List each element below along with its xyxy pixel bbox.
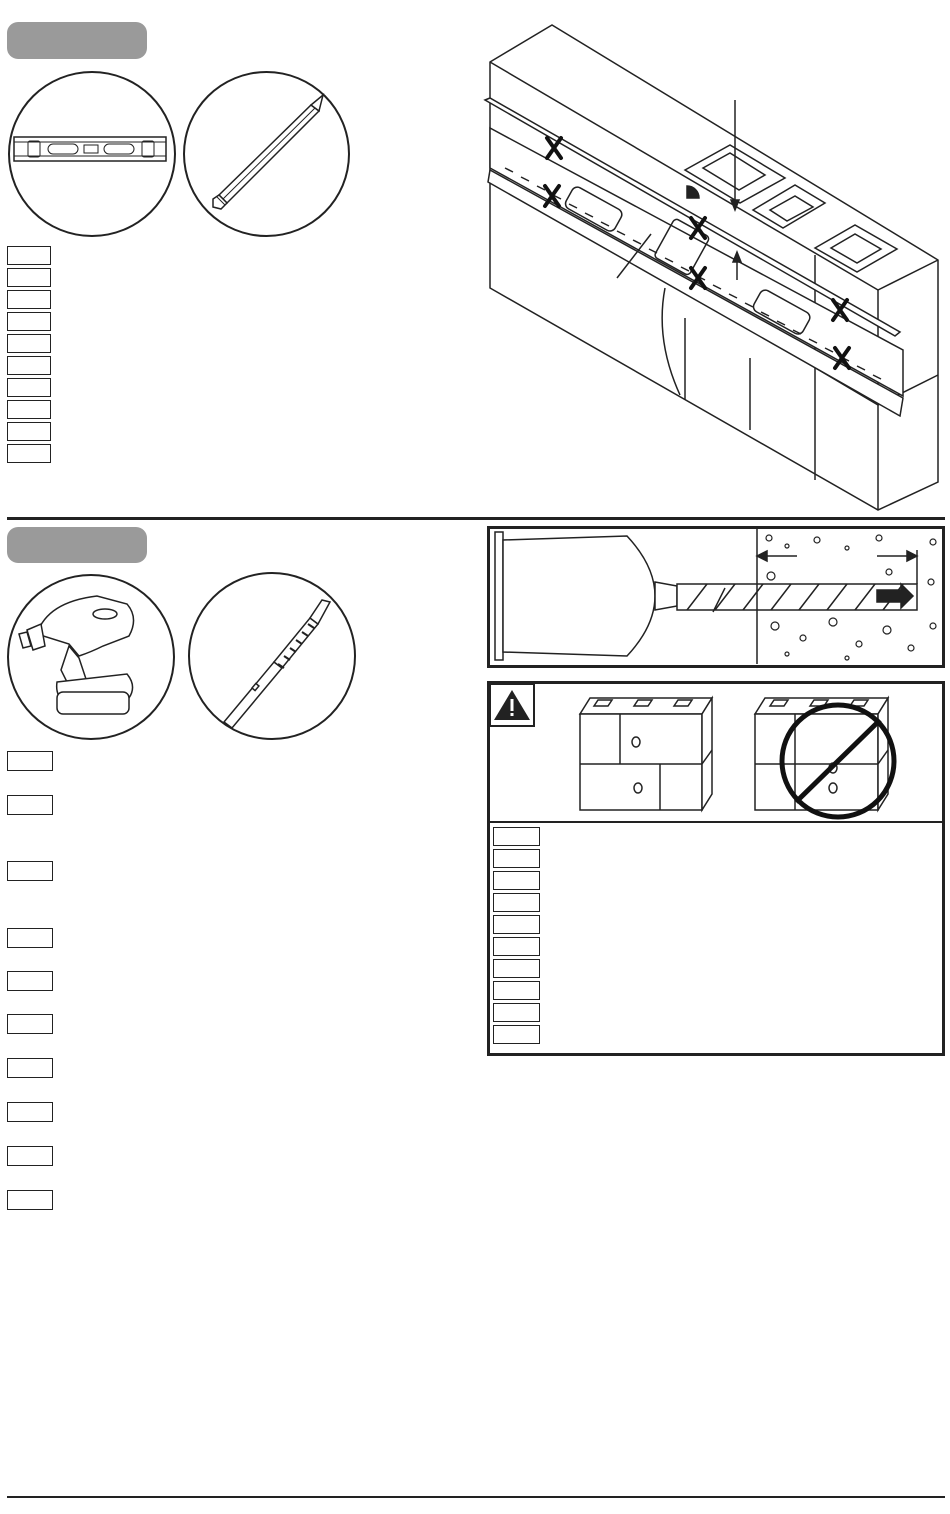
text-row-box xyxy=(7,1058,53,1078)
warning-cinder-block-figure xyxy=(490,684,942,822)
checklist-box xyxy=(7,246,51,265)
warning-row-box xyxy=(493,959,540,978)
text-row-box xyxy=(7,1190,53,1210)
drill-tool-circle xyxy=(7,574,175,740)
checklist-box xyxy=(7,422,51,441)
text-row-box xyxy=(7,928,53,948)
level-icon xyxy=(8,71,176,237)
checklist-box xyxy=(7,378,51,397)
checklist-box xyxy=(7,400,51,419)
checklist-box xyxy=(7,312,51,331)
section-divider xyxy=(7,517,945,520)
step-1-header-tab xyxy=(7,22,147,59)
text-row-box xyxy=(7,861,53,881)
pencil-icon xyxy=(183,71,350,237)
cordless-drill-icon xyxy=(7,574,175,740)
drill-bit-tool-circle xyxy=(188,572,356,740)
text-row-box xyxy=(7,971,53,991)
text-row-box xyxy=(7,1146,53,1166)
step-1-checklist xyxy=(7,246,51,466)
warning-divider xyxy=(487,821,945,823)
text-row-box xyxy=(7,1014,53,1034)
text-row-box xyxy=(7,1102,53,1122)
checklist-box xyxy=(7,334,51,353)
step-2-header-tab xyxy=(7,527,147,563)
checklist-box xyxy=(7,444,51,463)
pencil-tool-circle xyxy=(183,71,350,237)
text-row-box xyxy=(7,751,53,771)
warning-row-box xyxy=(493,981,540,1000)
warning-row-box xyxy=(493,871,540,890)
warning-row-box xyxy=(493,849,540,868)
wall-plate-on-cinder-block-illustration xyxy=(485,20,945,510)
checklist-box xyxy=(7,268,51,287)
warning-row-box xyxy=(493,893,540,912)
warning-row-box xyxy=(493,1003,540,1022)
checklist-box xyxy=(7,356,51,375)
warning-checklist xyxy=(493,827,540,1047)
warning-row-box xyxy=(493,915,540,934)
footer-rule xyxy=(7,1496,945,1498)
warning-row-box xyxy=(493,937,540,956)
warning-row-box xyxy=(493,1025,540,1044)
text-row-box xyxy=(7,795,53,815)
level-tool-circle xyxy=(8,71,176,237)
drill-depth-detail-figure xyxy=(487,526,945,668)
checklist-box xyxy=(7,290,51,309)
warning-row-box xyxy=(493,827,540,846)
masonry-drill-bit-icon xyxy=(188,572,356,740)
